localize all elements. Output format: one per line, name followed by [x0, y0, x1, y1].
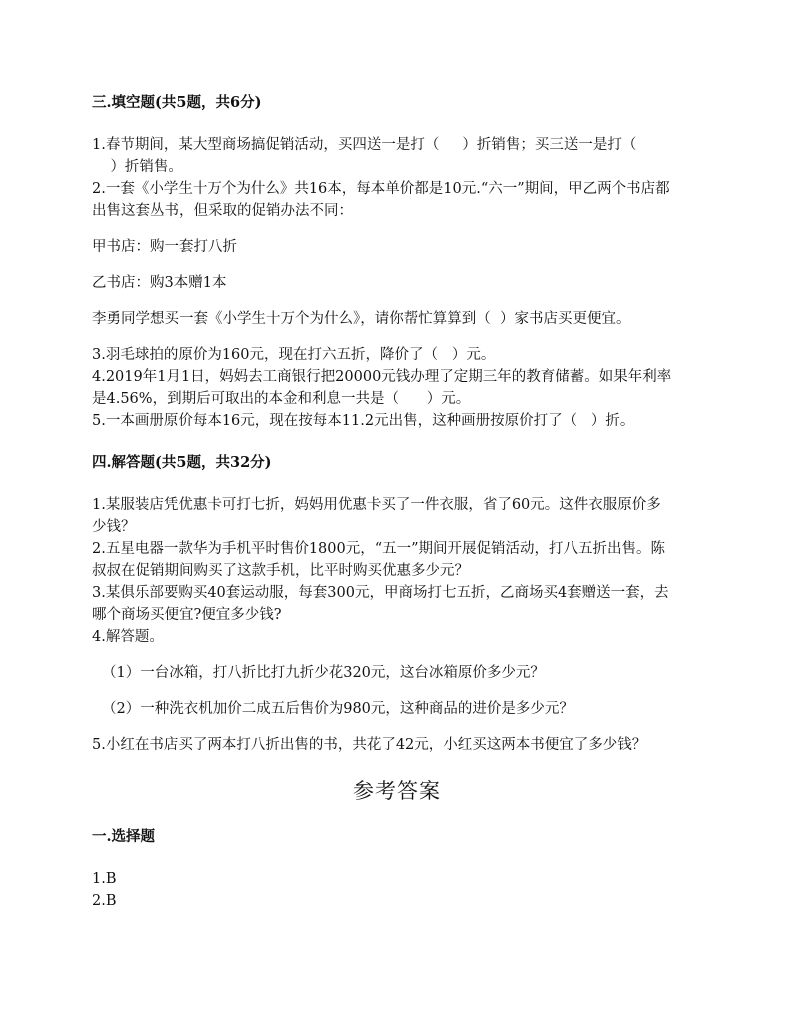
- section3-q1-line2: ）折销售。: [92, 159, 183, 175]
- section3-q2-ask: 李勇同学想买一套《小学生十万个为什么》，请你帮忙算算到（ ）家书店买更便宜。: [92, 311, 631, 327]
- answer-item-2: 2.B: [92, 893, 117, 909]
- section3-q2-store-jia: 甲书店：购一套打八折: [92, 239, 237, 255]
- section4-q1-line1: 1.某服装店凭优惠卡可打七折，妈妈用优惠卡买了一件衣服，省了60元。这件衣服原价多: [92, 497, 661, 513]
- section4-q3-line1: 3.某俱乐部要购买40套运动服，每套300元，甲商场打七五折，乙商场买4套赠送一套，去: [92, 585, 669, 601]
- section4-q4-sub2: （2）一种洗衣机加价二成五后售价为980元，这种商品的进价是多少元？: [102, 701, 574, 717]
- section3-q4-line1: 4.2019年1月1日，妈妈去工商银行把20000元钱办理了定期三年的教育储蓄。如果年利率: [92, 369, 672, 385]
- answers-section1-title: 一.选择题: [92, 828, 156, 845]
- section4-q5: 5.小红在书店买了两本打八折出售的书，共花了42元，小红买这两本书便宜了多少钱？: [92, 737, 647, 753]
- answer-item-1: 1.B: [92, 871, 117, 887]
- section4-q2-line1: 2.五星电器一款华为手机平时售价1800元，“五一”期间开展促销活动，打八五折出售。陈: [92, 541, 666, 557]
- section4-q4: 4.解答题。: [92, 629, 164, 645]
- answers-title: 参考答案: [353, 779, 441, 803]
- section3-q5: 5.一本画册原价每本16元，现在按每本11.2元出售，这种画册按原价打了（ ）折。: [92, 413, 635, 429]
- section3-q4-line2: 是4.56%，到期后可取出的本金和利息一共是（ ）元。: [92, 391, 471, 407]
- section3-q2-line2: 出售这套丛书，但采取的促销办法不同：: [92, 203, 353, 219]
- section3-q3: 3.羽毛球拍的原价为160元，现在打六五折，降价了（ ）元。: [92, 347, 496, 363]
- section4-q3-line2: 哪个商场买便宜?便宜多少钱?: [92, 607, 282, 623]
- section3-q2-store-yi: 乙书店：购3本赠1本: [92, 275, 227, 291]
- section4-title: 四.解答题(共5题，共32分): [92, 454, 272, 471]
- section4-q2-line2: 叔叔在促销期间购买了这款手机，比平时购买优惠多少元？: [92, 563, 469, 579]
- section3-title: 三.填空题(共5题，共6分): [92, 94, 262, 111]
- section4-q4-sub1: （1）一台冰箱，打八折比打九折少花320元，这台冰箱原价多少元？: [102, 665, 545, 681]
- section3-q2-line1: 2.一套《小学生十万个为什么》共16本，每本单价都是10元.“六一”期间，甲乙两个书店都: [92, 181, 670, 197]
- section3-q1-line1: 1.春节期间，某大型商场搞促销活动，买四送一是打（ ）折销售；买三送一是打（: [92, 137, 637, 153]
- section4-q1-line2: 少钱？: [92, 519, 136, 535]
